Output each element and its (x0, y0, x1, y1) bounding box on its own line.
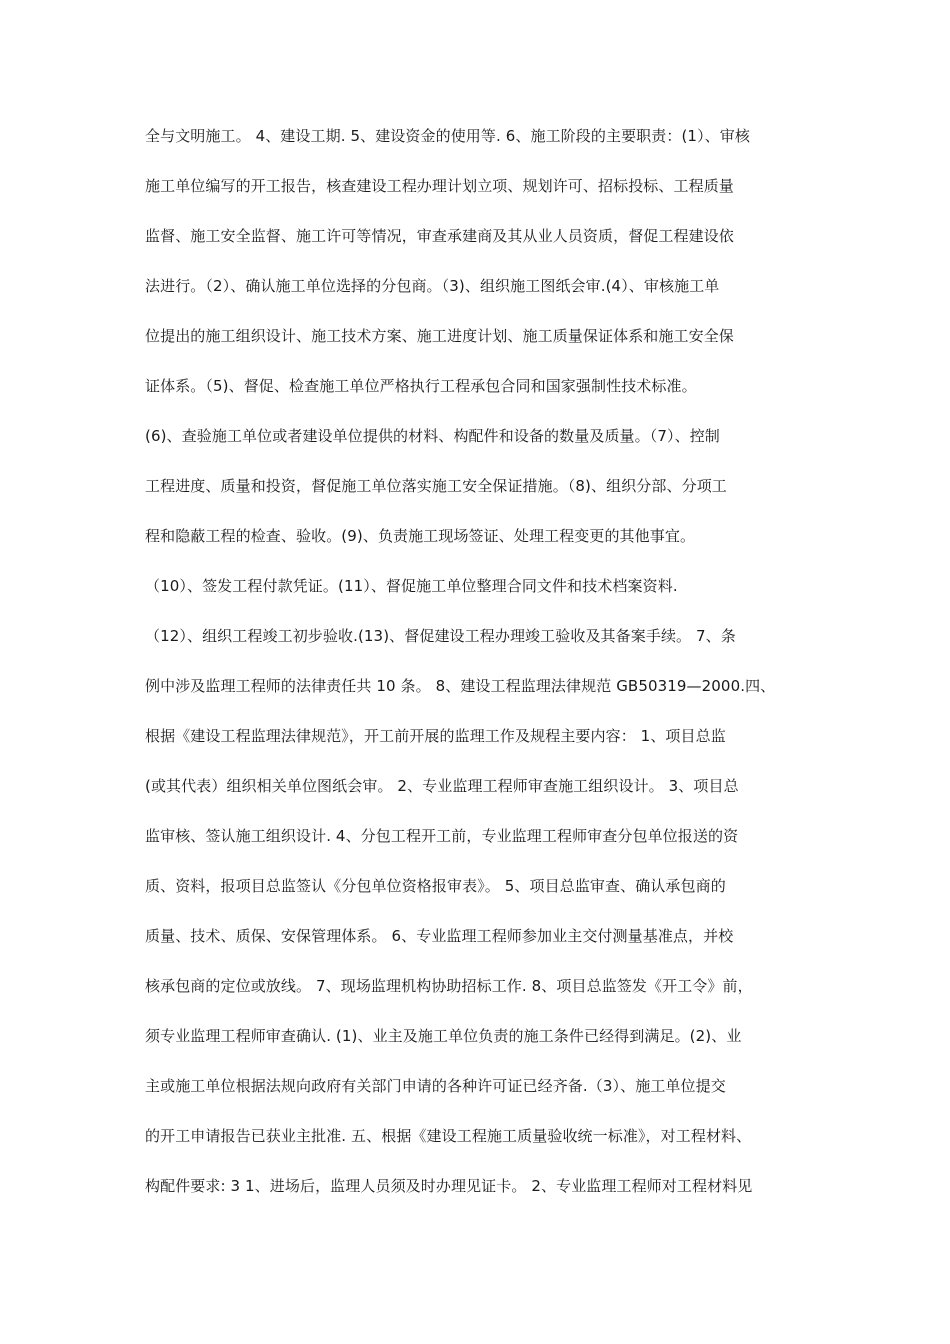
text-line-14: (或其代表）组织相关单位图纸会审。 2、专业监理工程师审查施工组织设计。 3、项目总 (145, 777, 739, 795)
text-line-3: 监督、施工安全监督、施工许可等情况，审查承建商及其从业人员资质，督促工程建设依 (145, 227, 734, 245)
text-line-16: 质、资料，报项目总监签认《分包单位资格报审表》。 5、项目总监审查、确认承包商的 (145, 877, 726, 895)
document-body (145, 122, 825, 1222)
text-line-18: 核承包商的定位或放线。 7、现场监理机构协助招标工作. 8、项目总监签发《开工令》前， (145, 977, 753, 995)
text-line-20: 主或施工单位根据法规向政府有关部门申请的各种许可证已经齐备.（3）、施工单位提交 (145, 1077, 726, 1095)
text-line-15: 监审核、签认施工组织设计. 4、分包工程开工前，专业监理工程师审查分包单位报送的资 (145, 827, 739, 845)
text-line-4: 法进行。（2）、确认施工单位选择的分包商。（3)、组织施工图纸会审.(4）、审核施工单 (145, 277, 720, 295)
text-line-13: 根据《建设工程监理法律规范》，开工前开展的监理工作及规程主要内容： 1、项目总监 (145, 727, 726, 745)
text-line-11: （12）、组织工程竣工初步验收.(13)、督促建设工程办理竣工验收及其备案手续。 7、条 (145, 627, 736, 645)
text-line-9: 程和隐蔽工程的检查、验收。(9)、负责施工现场签证、处理工程变更的其他事宜。 (145, 527, 696, 545)
text-line-6: 证体系。（5)、督促、检查施工单位严格执行工程承包合同和国家强制性技术标准。 (145, 377, 697, 395)
text-line-5: 位提出的施工组织设计、施工技术方案、施工进度计划、施工质量保证体系和施工安全保 (145, 327, 734, 345)
text-line-2: 施工单位编写的开工报告，核查建设工程办理计划立项、规划许可、招标投标、工程质量 (145, 177, 734, 195)
text-line-12: 例中涉及监理工程师的法律责任共 10 条。 8、建设工程监理法律规范 GB50319—2000.四、 (145, 677, 776, 695)
text-line-8: 工程进度、质量和投资，督促施工单位落实施工安全保证措施。（8)、组织分部、分项工 (145, 477, 727, 495)
text-line-22: 构配件要求: 3 1、进场后，监理人员须及时办理见证卡。 2、专业监理工程师对工程材料见 (145, 1177, 753, 1195)
text-line-1: 全与文明施工。 4、建设工期. 5、建设资金的使用等. 6、施工阶段的主要职责：(1）、审核 (145, 127, 750, 145)
text-line-19: 须专业监理工程师审查确认. (1)、业主及施工单位负责的施工条件已经得到满足。(2)、业 (145, 1027, 742, 1045)
text-line-10: （10）、签发工程付款凭证。(11）、督促施工单位整理合同文件和技术档案资料. (145, 577, 678, 595)
text-line-7: (6)、查验施工单位或者建设单位提供的材料、构配件和设备的数量及质量。（7）、控制 (145, 427, 720, 445)
text-line-17: 质量、技术、质保、安保管理体系。 6、专业监理工程师参加业主交付测量基准点，并校 (145, 927, 734, 945)
text-line-21: 的开工申请报告已获业主批准. 五、根据《建设工程施工质量验收统一标准》，对工程材料、 (145, 1127, 752, 1145)
